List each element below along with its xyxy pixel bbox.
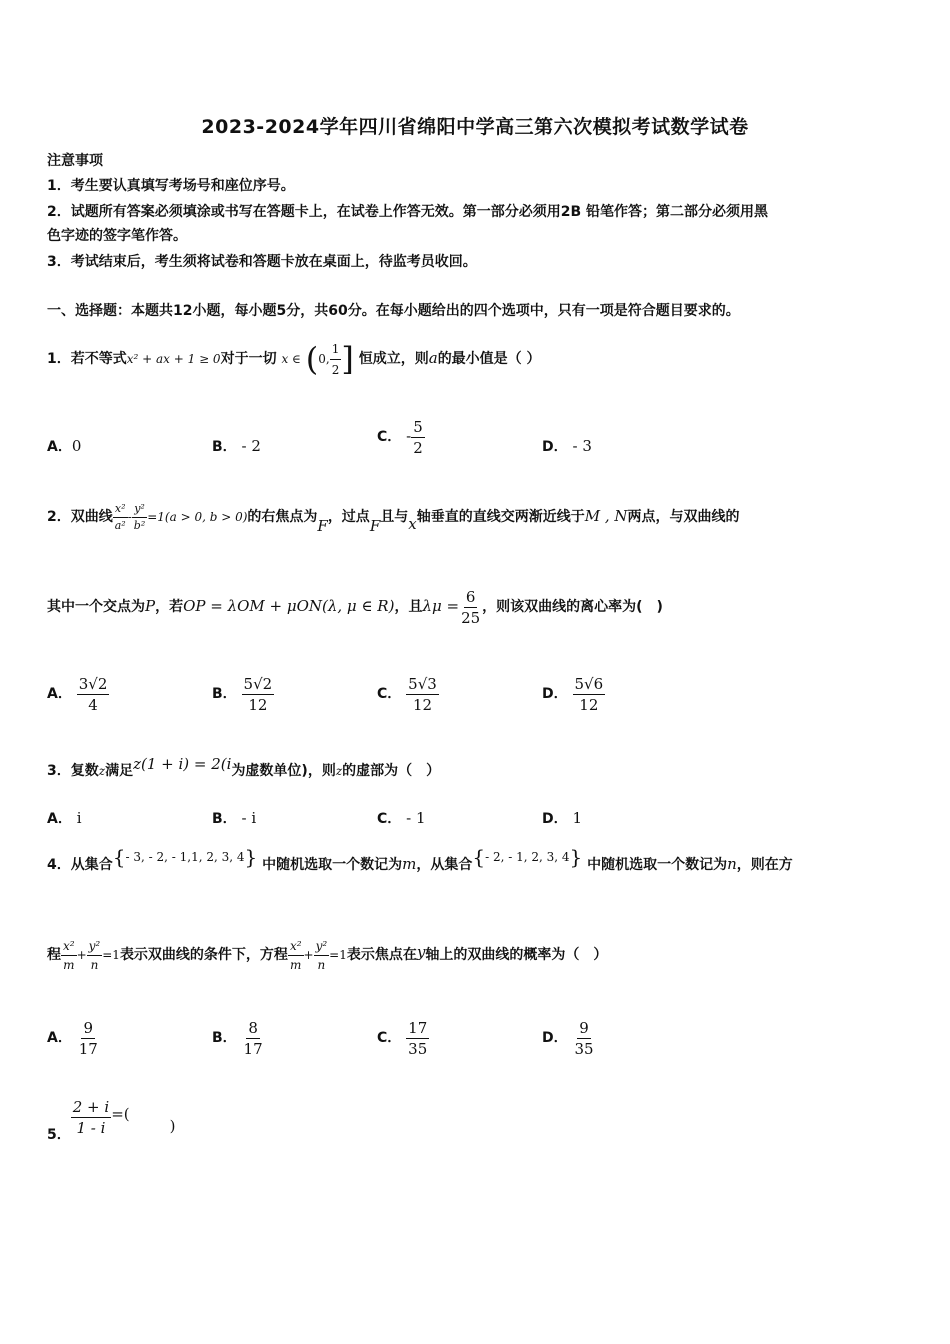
option-fraction bbox=[242, 1019, 265, 1058]
q2-text: ，过点 bbox=[327, 509, 370, 525]
fraction-num: x² bbox=[288, 938, 304, 956]
q4-plus: + bbox=[303, 948, 314, 962]
q1-left-paren: ( bbox=[305, 340, 319, 378]
q2-P: P bbox=[145, 597, 156, 615]
option-fraction bbox=[406, 1019, 429, 1058]
fraction-num: 8 bbox=[248, 1018, 258, 1037]
question-4-line2 bbox=[47, 930, 607, 979]
option-fraction bbox=[411, 418, 425, 457]
option-value: - 1 bbox=[406, 809, 426, 827]
q2-vector-eq: OP = λOM + μON(λ, μ ∈ R) bbox=[183, 597, 395, 615]
q4-eq1: =1 bbox=[329, 948, 347, 962]
option-value: 1 bbox=[572, 809, 583, 827]
option-label: A． bbox=[47, 686, 72, 702]
fraction-num: 17 bbox=[408, 1018, 428, 1037]
q4-n: n bbox=[727, 855, 737, 873]
q4-set1-right-brace: } bbox=[244, 845, 258, 869]
option-value: 0 bbox=[71, 437, 82, 455]
option-label: C． bbox=[377, 1030, 402, 1046]
q2-condition: =1(a > 0, b > 0) bbox=[147, 510, 248, 524]
q1-option-d[interactable] bbox=[542, 436, 592, 456]
q2-MN: M , N bbox=[584, 507, 628, 525]
option-label: D． bbox=[542, 811, 568, 827]
q4-set2-right-brace: } bbox=[569, 845, 583, 869]
q1-right-bracket: ] bbox=[341, 340, 354, 378]
question-3 bbox=[47, 750, 440, 791]
q1-zero: 0, bbox=[318, 352, 330, 366]
question-4 bbox=[47, 842, 793, 887]
q1-fden: 2 bbox=[331, 362, 340, 377]
fraction-num: x² bbox=[61, 938, 77, 956]
q2-F: F bbox=[317, 517, 328, 535]
fraction-den: 35 bbox=[408, 1039, 428, 1058]
fraction-den: n bbox=[317, 957, 326, 972]
q1-a: a bbox=[428, 349, 438, 367]
fraction-den: 4 bbox=[88, 695, 98, 714]
q1-half-fraction bbox=[330, 340, 342, 379]
q1-option-b[interactable] bbox=[212, 436, 261, 456]
q4-yn-frac bbox=[87, 938, 103, 973]
fraction-den: 2 bbox=[413, 438, 423, 457]
q4-text: ，则在方 bbox=[736, 857, 793, 873]
fraction-den: 12 bbox=[248, 695, 268, 714]
fraction-num: 2 + i bbox=[72, 1097, 110, 1116]
option-label: D． bbox=[542, 686, 568, 702]
q3-text: 为虚数单位)，则 bbox=[231, 763, 336, 779]
fraction-num: 5√2 bbox=[243, 674, 273, 693]
option-value: i bbox=[76, 809, 82, 827]
q4-option-d[interactable] bbox=[542, 1014, 596, 1062]
fraction-num: 9 bbox=[579, 1018, 589, 1037]
q1-x-in: x ∈ bbox=[281, 352, 301, 366]
q1-text: 的最小值是（ ） bbox=[437, 351, 541, 367]
option-label: A． bbox=[47, 1030, 72, 1046]
q5-number: 5． bbox=[47, 1127, 71, 1143]
q2-lm-fraction bbox=[459, 588, 482, 627]
option-label: B． bbox=[212, 811, 237, 827]
q1-inequality: x² + ax + 1 ≥ 0 bbox=[126, 352, 221, 366]
option-label: A． bbox=[47, 811, 72, 827]
fraction-den: a² bbox=[114, 518, 126, 532]
notice-item: 2．试题所有答案必须填涂或书写在答题卡上，在试卷上作答无效。第一部分必须用2B 铅笔作答；第二部分必须用黑 bbox=[47, 204, 769, 220]
q4-text: 4．从集合 bbox=[47, 857, 113, 873]
q3-equation: z(1 + i) = 2(i bbox=[133, 755, 232, 773]
q2-option-c[interactable] bbox=[377, 670, 439, 718]
fraction-den: b² bbox=[133, 518, 146, 532]
q4-y: y bbox=[416, 943, 426, 961]
notice-item: 3．考试结束后，考生须将试卷和答题卡放在桌面上，待监考员收回。 bbox=[47, 254, 477, 270]
q3-option-c[interactable] bbox=[377, 808, 426, 828]
q3-option-b[interactable] bbox=[212, 808, 256, 828]
fraction-num: y² bbox=[314, 938, 330, 956]
question-5 bbox=[47, 1098, 175, 1147]
fraction-den: 35 bbox=[574, 1039, 594, 1058]
fraction-num: y² bbox=[132, 502, 147, 518]
fraction-num: 5√6 bbox=[574, 674, 604, 693]
q4-option-a[interactable] bbox=[47, 1014, 100, 1062]
q4-yn-frac-2 bbox=[314, 938, 330, 973]
q3-z: z bbox=[98, 764, 106, 778]
fraction-den: 25 bbox=[461, 608, 481, 627]
q4-set2: - 2, - 1, 2, 3, 4 bbox=[485, 850, 570, 864]
fraction-num: y² bbox=[87, 938, 103, 956]
q4-xm-frac-2 bbox=[288, 938, 304, 973]
q3-text: 满足 bbox=[105, 763, 134, 779]
q2-option-d[interactable] bbox=[542, 670, 605, 718]
q2-text: ，则该双曲线的离心率为( ) bbox=[482, 599, 663, 615]
q3-option-d[interactable] bbox=[542, 808, 582, 828]
q4-text: 表示双曲线的条件下，方程 bbox=[119, 947, 288, 963]
notice-item: 1．考生要认真填写考场号和座位序号。 bbox=[47, 178, 295, 194]
option-value: - i bbox=[241, 809, 257, 827]
fraction-den: 17 bbox=[243, 1039, 263, 1058]
fraction-num: x² bbox=[113, 502, 128, 518]
q2-lambda-mu: λμ = bbox=[422, 597, 460, 615]
q4-text: 轴上的双曲线的概率为（ ） bbox=[425, 947, 608, 963]
q3-option-a[interactable] bbox=[47, 808, 82, 828]
q2-option-b[interactable] bbox=[212, 670, 274, 718]
q5-close: ) bbox=[169, 1117, 176, 1135]
option-sign: - bbox=[406, 427, 412, 445]
q4-text: 程 bbox=[47, 947, 61, 963]
q4-option-b[interactable] bbox=[212, 1014, 265, 1062]
q4-eq1: =1 bbox=[102, 948, 120, 962]
q1-text: 恒成立，则 bbox=[358, 351, 429, 367]
q2-F2: F bbox=[369, 517, 381, 535]
q4-text: 中随机选取一个数记为 bbox=[262, 857, 403, 873]
q4-m: m bbox=[402, 855, 417, 873]
q2-x-frac bbox=[113, 502, 128, 533]
notice-item: 色字迹的签字笔作答。 bbox=[47, 228, 187, 244]
option-label: B． bbox=[212, 1030, 237, 1046]
q2-text: 的右焦点为 bbox=[247, 509, 318, 525]
question-2-line2 bbox=[47, 582, 663, 631]
q5-fraction bbox=[71, 1098, 111, 1137]
option-fraction bbox=[573, 675, 606, 714]
option-label: B． bbox=[212, 686, 237, 702]
q3-text: 3．复数 bbox=[47, 763, 99, 779]
q1-text: 对于一切 bbox=[220, 351, 277, 367]
q3-text: 的虚部为（ ） bbox=[342, 763, 441, 779]
q4-text: 表示焦点在 bbox=[346, 947, 417, 963]
option-value: - 2 bbox=[241, 437, 261, 455]
q4-set1: - 3, - 2, - 1,1, 2, 3, 4 bbox=[125, 850, 245, 864]
q1-fnum: 1 bbox=[330, 340, 342, 360]
option-fraction bbox=[242, 675, 275, 714]
q2-text: 轴垂直的直线交两渐近线于 bbox=[416, 509, 585, 525]
q1-option-c[interactable] bbox=[377, 412, 425, 461]
fraction-den: n bbox=[90, 957, 99, 972]
q2-text: 其中一个交点为 bbox=[47, 599, 145, 615]
option-fraction bbox=[573, 1019, 596, 1058]
option-label: A． bbox=[47, 439, 72, 455]
fraction-den: 12 bbox=[579, 695, 599, 714]
option-value: - 3 bbox=[572, 437, 592, 455]
q4-set1-left-brace: { bbox=[112, 845, 126, 869]
notice-heading: 注意事项 bbox=[47, 153, 103, 169]
fraction-den: m bbox=[290, 957, 302, 972]
fraction-num: 9 bbox=[83, 1018, 94, 1037]
q2-text: ，且 bbox=[394, 599, 423, 615]
option-fraction bbox=[77, 675, 110, 714]
option-label: C． bbox=[377, 811, 402, 827]
option-fraction bbox=[406, 675, 439, 714]
q4-option-c[interactable] bbox=[377, 1014, 429, 1062]
q2-y-frac bbox=[132, 502, 147, 533]
q2-text: 两点，与双曲线的 bbox=[627, 509, 740, 525]
q2-minus: - bbox=[127, 510, 132, 524]
q3-z2: z bbox=[335, 764, 343, 778]
q1-option-a[interactable] bbox=[47, 436, 81, 456]
option-label: B． bbox=[212, 439, 237, 455]
section-heading: 一、选择题：本题共12小题，每小题5分，共60分。在每小题给出的四个选项中，只有一项是符合题目要求的。 bbox=[47, 303, 740, 319]
fraction-num: 5 bbox=[413, 417, 423, 436]
option-label: C． bbox=[377, 686, 402, 702]
q2-x: x bbox=[408, 515, 417, 533]
fraction-den: 1 - i bbox=[76, 1118, 106, 1137]
fraction-den: 17 bbox=[78, 1039, 98, 1058]
q2-text: ，若 bbox=[155, 599, 184, 615]
question-1 bbox=[47, 336, 541, 381]
option-fraction bbox=[77, 1019, 100, 1058]
q2-option-a[interactable] bbox=[47, 670, 109, 718]
q4-text: 中随机选取一个数记为 bbox=[587, 857, 728, 873]
q4-xm-frac bbox=[61, 938, 77, 973]
q4-set2-left-brace: { bbox=[472, 845, 486, 869]
question-2 bbox=[47, 494, 740, 539]
page-title: 2023-2024学年四川省绵阳中学高三第六次模拟考试数学试卷 bbox=[201, 116, 749, 138]
q4-plus: + bbox=[76, 948, 87, 962]
fraction-den: m bbox=[63, 957, 75, 972]
fraction-num: 5√3 bbox=[408, 674, 437, 693]
fraction-num: 6 bbox=[465, 587, 476, 606]
option-label: C． bbox=[377, 429, 402, 445]
q1-text: 1．若不等式 bbox=[47, 351, 127, 367]
q2-text: 且与 bbox=[380, 509, 409, 525]
option-label: D． bbox=[542, 439, 568, 455]
option-label: D． bbox=[542, 1030, 568, 1046]
fraction-den: 12 bbox=[412, 695, 433, 714]
fraction-num: 3√2 bbox=[78, 674, 108, 693]
q5-equals: =( bbox=[111, 1105, 130, 1123]
q2-text: 2．双曲线 bbox=[47, 509, 113, 525]
q4-text: ，从集合 bbox=[416, 857, 473, 873]
